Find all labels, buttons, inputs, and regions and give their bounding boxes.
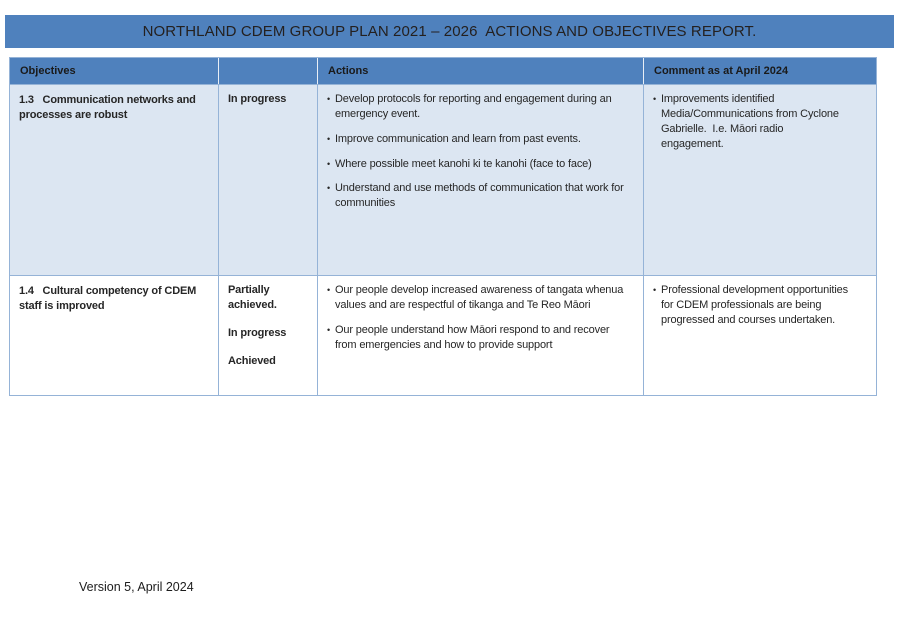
bullet-icon: • [327, 133, 331, 144]
actions-objectives-table [9, 57, 877, 396]
status-cell [219, 85, 318, 275]
bullet-item [327, 92, 633, 122]
table-header-row [10, 58, 876, 85]
bullet-text: Improvements identified Media/Communications from Cyclone Gabrielle. I.e. Māori radio engagement. [661, 93, 842, 150]
bullet-item [327, 283, 633, 313]
actions-cell [318, 276, 644, 395]
bullet-icon: • [653, 285, 657, 295]
bullet-item [327, 132, 633, 147]
bullet-icon: • [327, 158, 331, 169]
bullet-icon: • [327, 183, 331, 194]
bullet-item [327, 157, 633, 172]
objective-text: 1.3 Communication networks and processes are robust [19, 94, 199, 122]
bullet-icon: • [327, 94, 331, 104]
bullet-text: Where possible meet kanohi ki te kanohi (face to face) [335, 157, 592, 170]
objective-text: 1.4 Cultural competency of CDEM staff is improved [19, 285, 200, 313]
header-objectives: Objectives [10, 58, 219, 84]
bullet-text: Our people understand how Māori respond to and recover from emergencies and how to provide support [335, 323, 613, 351]
comment-cell [644, 85, 876, 275]
status-line: In progress [228, 93, 287, 105]
bullet-text: Develop protocols for reporting and engagement during an emergency event. [335, 93, 615, 120]
header-comment: Comment as at April 2024 [654, 65, 789, 77]
table-row [10, 85, 876, 276]
comment-cell [644, 276, 876, 395]
bullet-item [653, 92, 848, 151]
version-note: Version 5, April 2024 [79, 580, 194, 594]
bullet-text: Improve communication and learn from past events. [335, 132, 581, 145]
table-row [10, 276, 876, 395]
status-line: In progress [228, 326, 287, 339]
bullet-icon: • [327, 285, 331, 295]
actions-cell [318, 85, 644, 275]
header-actions: Actions [318, 58, 644, 84]
status-line: Achieved [228, 354, 276, 367]
title-banner [5, 15, 894, 48]
bullet-icon: • [653, 94, 657, 104]
bullet-text: Our people develop increased awareness of tangata whenua values and are respectful of tikanga and Te Reo Māori [335, 284, 627, 311]
report-title: NORTHLAND CDEM GROUP PLAN 2021 – 2026 ACTIONS AND OBJECTIVES REPORT. [142, 23, 757, 40]
objective-cell [10, 85, 219, 275]
bullet-item [327, 323, 633, 353]
bullet-icon: • [327, 324, 331, 335]
status-line: Partially achieved. [228, 284, 277, 311]
bullet-item [327, 181, 633, 211]
header-status [219, 58, 318, 84]
status-cell [219, 276, 318, 395]
bullet-text: Professional development opportunities for CDEM professionals are being progressed and courses undertaken. [661, 284, 851, 326]
objective-cell [10, 276, 219, 395]
bullet-text: Understand and use methods of communication that work for communities [335, 182, 627, 210]
bullet-item [653, 283, 851, 328]
